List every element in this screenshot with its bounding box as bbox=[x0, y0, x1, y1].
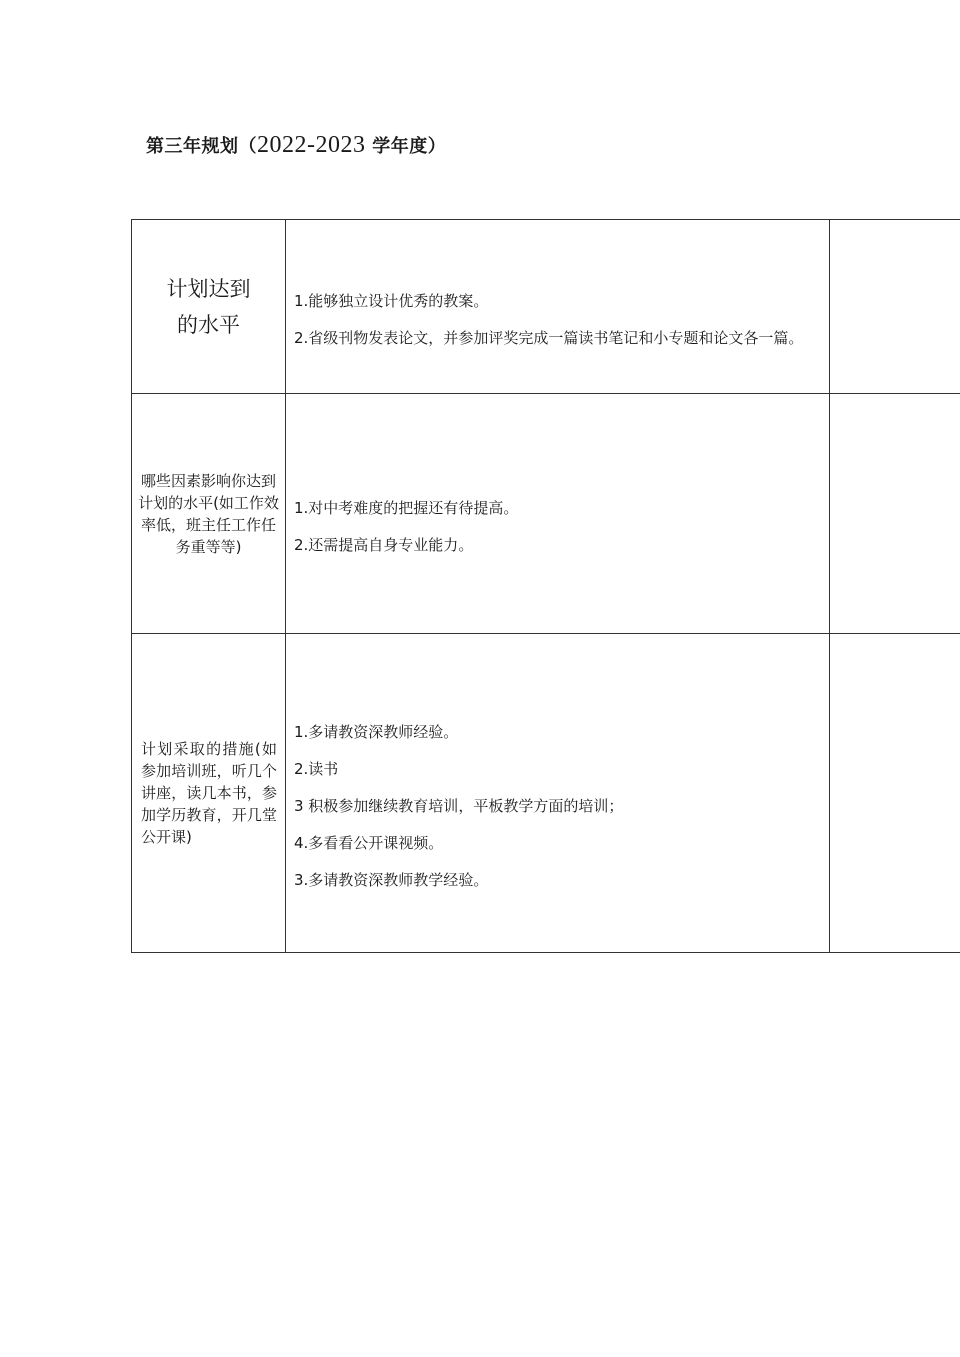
item-list bbox=[286, 250, 829, 349]
item-list bbox=[286, 457, 829, 556]
row-label-cell bbox=[132, 634, 286, 953]
empty-cell bbox=[830, 634, 960, 953]
table-row bbox=[132, 634, 960, 953]
table-row bbox=[132, 394, 960, 634]
list-item: 1.多请教资深教师经验。 bbox=[294, 723, 459, 741]
empty-cell bbox=[830, 394, 960, 634]
row-label-cell bbox=[132, 220, 286, 394]
title-suffix: 学年度） bbox=[365, 136, 447, 157]
list-item: 2.省级刊物发表论文，并参加评奖完成一篇读书笔记和小专题和论文各一篇。 bbox=[294, 328, 804, 347]
item-list bbox=[286, 680, 829, 891]
row-label-cell bbox=[132, 394, 286, 634]
list-item: 4.多看看公开课视频。 bbox=[294, 834, 444, 852]
row-label: 计划采取的措施(如参加培训班，听几个讲座，读几本书，参加学历教育，开几堂公开课) bbox=[141, 740, 277, 846]
list-item: 3 积极参加继续教育培训，平板教学方面的培训； bbox=[294, 797, 624, 815]
page-title bbox=[146, 132, 446, 159]
row-content-cell bbox=[286, 634, 830, 953]
empty-cell bbox=[830, 220, 960, 394]
list-item: 1.对中考难度的把握还有待提高。 bbox=[294, 498, 519, 517]
plan-table bbox=[131, 219, 960, 953]
table-row bbox=[132, 220, 960, 394]
list-item: 1.能够独立设计优秀的教案。 bbox=[294, 291, 489, 310]
list-item: 2.还需提高自身专业能力。 bbox=[294, 535, 474, 554]
row-content-cell bbox=[286, 394, 830, 634]
row-label: 哪些因素影响你达到计划的水平(如工作效率低，班主任工作任务重等等) bbox=[138, 471, 279, 556]
row-label: 计划达到的水平 bbox=[166, 276, 251, 337]
title-prefix: 第三年规划（ bbox=[146, 136, 257, 157]
title-years: 2022-2023 bbox=[257, 132, 366, 158]
list-item: 2.读书 bbox=[294, 760, 339, 778]
row-content-cell bbox=[286, 220, 830, 394]
list-item: 3.多请教资深教师教学经验。 bbox=[294, 871, 489, 889]
